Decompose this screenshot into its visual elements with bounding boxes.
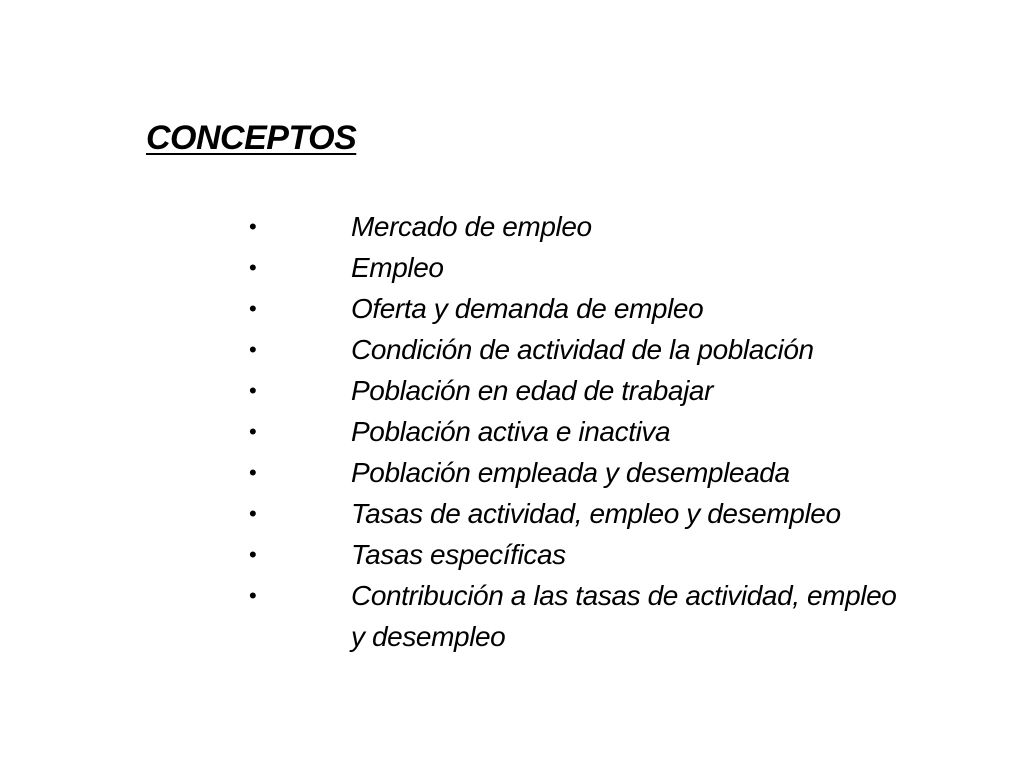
bullet-icon: • [249,419,257,444]
concept-text: Tasas de actividad, empleo y desempleo [351,498,841,529]
list-item [246,411,946,452]
list-item [246,370,946,411]
concept-text: Oferta y demanda de empleo [351,293,704,324]
concept-text: Población empleada y desempleada [351,457,790,488]
concept-list [246,206,946,657]
concept-text: Empleo [351,252,444,283]
bullet-icon: • [249,378,257,403]
bullet-icon: • [249,583,257,608]
concept-text: Contribución a las tasas de actividad, empleo y desempleo [351,580,897,652]
list-item [246,288,946,329]
list-item [246,493,946,534]
bullet-icon: • [249,296,257,321]
list-item [246,329,946,370]
bullet-icon: • [249,501,257,526]
concept-text: Población activa e inactiva [351,416,671,447]
list-item [246,575,946,657]
list-item [246,206,946,247]
concept-text: Población en edad de trabajar [351,375,714,406]
list-item [246,534,946,575]
slide-title: CONCEPTOS [146,119,357,157]
bullet-icon: • [249,255,257,280]
bullet-icon: • [249,214,257,239]
list-item [246,452,946,493]
list-item [246,247,946,288]
bullet-icon: • [249,337,257,362]
concept-text: Mercado de empleo [351,211,592,242]
bullet-icon: • [249,460,257,485]
concept-text: Condición de actividad de la población [351,334,814,365]
concept-text: Tasas específicas [351,539,566,570]
bullet-icon: • [249,542,257,567]
